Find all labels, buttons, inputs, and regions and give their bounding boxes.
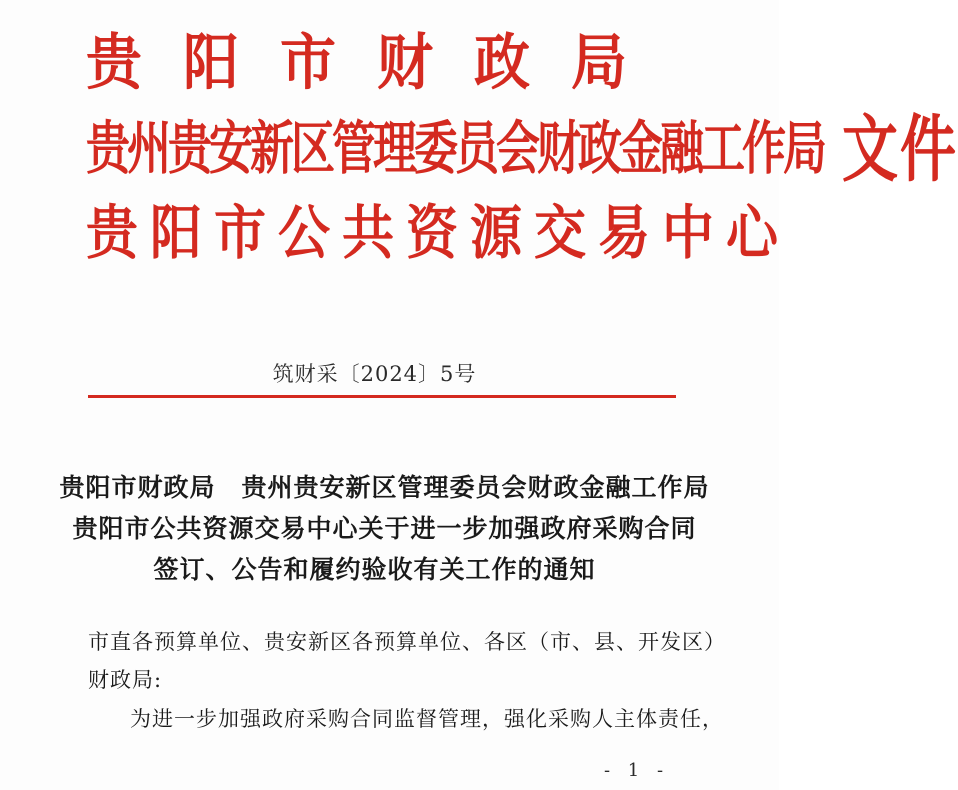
body-paragraph: 为进一步加强政府采购合同监督管理，强化采购人主体责任， xyxy=(130,707,724,731)
document-title-line-3: 签订、公告和履约验收有关工作的通知 xyxy=(153,555,596,584)
issuer-guian-finance-bureau xyxy=(86,106,958,194)
issuer-public-resource-center: 贵阳市公共资源交易中心 xyxy=(86,199,791,268)
red-divider-line xyxy=(88,395,676,398)
issuer-guian-finance-bureau-name: 贵州贵安新区管理委员会财政金融工作局 xyxy=(86,115,824,183)
salutation-line-2: 财政局: xyxy=(88,668,163,692)
document-title-line-2: 贵阳市公共资源交易中心关于进一步加强政府采购合同 xyxy=(72,514,697,543)
document-type-label: 文件 xyxy=(842,106,958,193)
document-title-line-1: 贵阳市财政局 贵州贵安新区管理委员会财政金融工作局 xyxy=(59,473,710,502)
issuer-guiyang-finance-bureau: 贵阳市财政局 xyxy=(86,26,668,98)
salutation-line-1: 市直各预算单位、贵安新区各预算单位、各区（市、县、开发区） xyxy=(88,630,726,654)
document-number: 筑财采〔2024〕5号 xyxy=(272,362,477,386)
page-number: - 1 - xyxy=(604,760,670,781)
